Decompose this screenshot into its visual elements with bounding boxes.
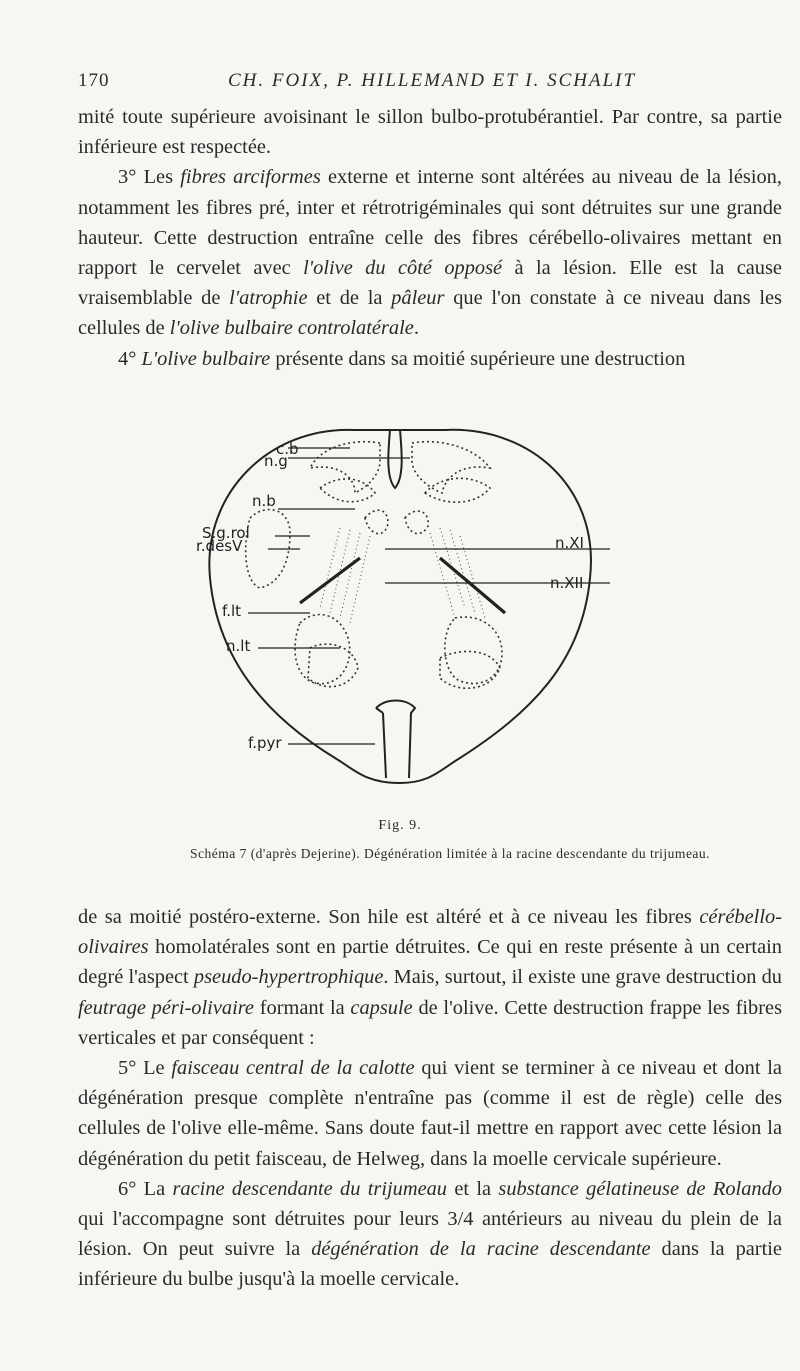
anterior-median-fissure	[376, 701, 415, 779]
text-run: qui vient se terminer à ce niveau et dont la dégénération presque complète n'entraîne pas (comme il est de règle) celle des cellules de l'olive elle-même. Sans doute faut-il mettre en rapport avec cette lésion la dégénération du petit faisceau, de Helweg, dans la moelle cervicale supérieure.	[78, 1057, 782, 1170]
text-run: et de la	[307, 287, 392, 310]
text-run: que l'on constate à ce niveau dans les cellules de	[78, 287, 782, 340]
reticular-fibers-left	[320, 528, 370, 623]
label-cb: c.b	[276, 440, 299, 458]
bottom-text-block	[78, 902, 782, 1295]
dorsal-column-left	[310, 442, 380, 493]
paragraph	[78, 162, 782, 343]
root-fibers-right	[440, 558, 505, 613]
italic-term: l'atrophie	[229, 287, 308, 310]
text-run: et la	[447, 1177, 499, 1200]
label-nb: n.b	[252, 492, 276, 510]
root-fibers-left	[300, 558, 360, 603]
italic-term: dégénération de la racine descendante	[311, 1238, 651, 1261]
medulla-diagram	[190, 408, 610, 788]
text-run: . Mais, surtout, il existe une grave destruction du	[383, 966, 783, 989]
medulla-section-svg	[190, 408, 610, 788]
text-run: à la lésion. Elle est la cause vraisemblable de	[78, 257, 782, 310]
dorsal-column-right	[412, 442, 490, 493]
posterior-median-sulcus	[388, 430, 401, 488]
text-run: 3° Les	[118, 166, 181, 189]
italic-term: faisceau central de la calotte	[171, 1057, 415, 1080]
nucleus-cuneatus-left	[320, 479, 375, 502]
label-nxii: n.XII	[550, 574, 584, 592]
italic-term: pâleur	[391, 287, 445, 310]
paragraph: mité toute supérieure avoisinant le sillon bulbo-protubérantiel. Par contre, sa partie inférieure est respectée.	[78, 106, 782, 159]
text-run: .	[413, 317, 419, 340]
italic-term: racine descendante du trijumeau	[172, 1177, 448, 1200]
running-title: CH. FOIX, P. HILLEMAND ET I. SCHALIT	[228, 70, 637, 91]
nucleus-xii-right	[405, 511, 428, 534]
italic-term: l'olive du côté opposé	[303, 257, 503, 280]
running-header	[78, 66, 768, 96]
text-run: dans la partie inférieure du bulbe jusqu'à la moelle cervicale.	[78, 1238, 782, 1291]
label-ng: n.g	[264, 452, 288, 470]
paragraph	[78, 344, 782, 374]
italic-term: feutrage péri-olivaire	[78, 996, 254, 1019]
italic-term: L'olive bulbaire	[141, 347, 271, 370]
top-text-block	[78, 102, 782, 374]
italic-term: capsule	[350, 996, 413, 1019]
inferior-olive-right	[440, 651, 500, 688]
italic-term: substance gélatineuse de Rolando	[498, 1177, 782, 1200]
text-run: 6° La	[118, 1177, 173, 1200]
text-run: présente dans sa moitié supérieure une destruction	[270, 347, 686, 370]
figure-label: Fig. 9.	[378, 818, 422, 833]
label-fpyr: f.pyr	[248, 734, 282, 752]
medulla-outline	[209, 430, 591, 783]
text-run: formant la	[253, 996, 351, 1019]
italic-term: l'olive bulbaire controlatérale	[169, 317, 414, 340]
text-run: 5° Le	[118, 1057, 172, 1080]
text-run: de sa moitié postéro-externe. Son hile est altéré et à ce niveau les fibres	[78, 906, 700, 928]
text-run: 4°	[118, 347, 142, 370]
paragraph	[78, 1053, 782, 1174]
label-rdesv: r.desV	[196, 537, 243, 555]
olive-right	[445, 617, 502, 683]
italic-term: pseudo-hypertrophique	[193, 966, 384, 989]
italic-term: cérébello-olivaires	[78, 906, 782, 959]
text-run: homolatérales sont en partie détruites. Ce qui en reste présente à un certain degré l'aspect	[78, 936, 782, 989]
paragraph	[78, 902, 782, 1053]
paragraph	[78, 1174, 782, 1295]
page-number: 170	[78, 70, 110, 91]
nucleus-xii-left	[365, 510, 388, 533]
text-run: externe et interne sont altérées au niveau de la lésion, notamment les fibres pré, inter et rétrotrigéminales qui sont détruites sur une grande hauteur. Cette destruction entraîne celle des fibres cérébello-olivaires mettant en rapport le cervelet avec	[78, 166, 782, 280]
label-nxi: n.XI	[555, 534, 584, 552]
nucleus-cuneatus-right	[425, 478, 490, 502]
text-run: qui l'accompagne sont détruites pour leurs 3/4 antérieurs au niveau du plein de la lésion. On peut suivre la	[78, 1208, 782, 1261]
label-nlt: n.lt	[226, 637, 251, 655]
italic-term: fibres arciformes	[180, 166, 321, 189]
figure-caption: Schéma 7 (d'après Dejerine). Dégénération limitée à la racine descendante du trijumeau.	[189, 846, 711, 861]
olive-left	[295, 615, 350, 684]
label-flt: f.lt	[222, 602, 242, 620]
text-run: de l'olive. Cette destruction frappe les fibres verticales et par conséquent :	[78, 996, 783, 1049]
label-sgrol: S.g.rol	[202, 524, 250, 542]
